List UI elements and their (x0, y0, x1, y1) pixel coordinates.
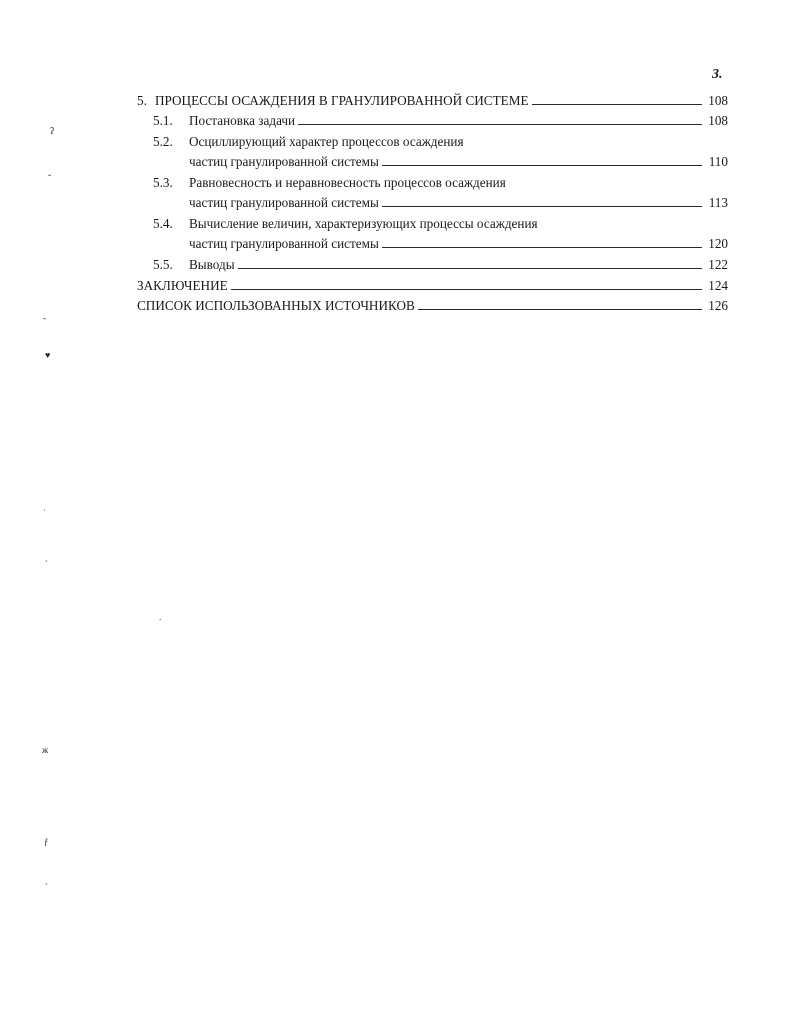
toc-title: частиц гранулированной системы (189, 154, 379, 169)
toc-page: 108 (708, 93, 728, 108)
toc-title: Постановка задачи (189, 113, 296, 128)
scan-speck: ʔ (50, 126, 54, 136)
toc-entry-5-2-title-line1[interactable]: Осциллирующий характер процессов осаждения (189, 134, 464, 149)
toc-entry-5-1[interactable] (153, 110, 728, 128)
page-number: 3. (712, 67, 723, 82)
toc-entry-5-4-number: 5.4. (153, 216, 173, 231)
toc-leader-line (231, 288, 702, 290)
toc-leader-line (298, 123, 702, 125)
toc-leader-line (238, 267, 702, 269)
toc-entry-references[interactable] (137, 295, 728, 313)
toc-number: 5.1. (153, 113, 173, 128)
toc-leader-line (418, 308, 702, 310)
scan-speck: ♥ (45, 350, 51, 360)
toc-title: ПРОЦЕССЫ ОСАЖДЕНИЯ В ГРАНУЛИРОВАННОЙ СИСТЕМЕ (155, 93, 529, 108)
scan-speck: . (159, 612, 162, 622)
toc-entry-5-3-number: 5.3. (153, 175, 173, 190)
scan-speck: ж (42, 745, 49, 755)
scan-speck: ƒ (44, 837, 49, 847)
toc-entry-5-2[interactable] (189, 151, 728, 169)
toc-page: 108 (708, 113, 728, 128)
toc-entry-5-5[interactable] (153, 254, 728, 272)
scan-speck: ˴ (45, 878, 48, 888)
toc-page: 113 (708, 195, 728, 210)
toc-leader-line (382, 246, 702, 248)
scan-speck: ‐ (43, 313, 46, 323)
toc-entry-5-3-title-line1[interactable]: Равновесность и неравновесность процессов осаждения (189, 175, 506, 190)
toc-leader-line (382, 205, 702, 207)
scan-speck: ˈ (43, 508, 46, 518)
toc-page: 120 (708, 236, 728, 251)
toc-number: 5. (137, 93, 147, 108)
toc-page: 124 (708, 278, 728, 293)
toc-entry-5-3[interactable] (189, 192, 728, 210)
toc-title: частиц гранулированной системы (189, 236, 379, 251)
toc-leader-line (382, 164, 702, 166)
toc-entry-conclusion[interactable] (137, 275, 728, 293)
scan-speck: ˇ (48, 173, 51, 183)
toc-leader-line (532, 103, 703, 105)
toc-page: 122 (708, 257, 728, 272)
toc-entry-5-4[interactable] (189, 233, 728, 251)
toc-number: 5.5. (153, 257, 173, 272)
toc-title: ЗАКЛЮЧЕНИЕ (137, 278, 228, 293)
toc-title: Выводы (189, 257, 235, 272)
scan-speck: ˴ (45, 555, 48, 565)
toc-page: 126 (708, 298, 728, 313)
toc-title: частиц гранулированной системы (189, 195, 379, 210)
toc-entry-5-2-number: 5.2. (153, 134, 173, 149)
toc-page: 110 (708, 154, 728, 169)
toc-entry-5-4-title-line1[interactable]: Вычисление величин, характеризующих процессы осаждения (189, 216, 538, 231)
toc-entry-chapter-5[interactable] (137, 90, 728, 108)
toc-title: СПИСОК ИСПОЛЬЗОВАННЫХ ИСТОЧНИКОВ (137, 298, 415, 313)
